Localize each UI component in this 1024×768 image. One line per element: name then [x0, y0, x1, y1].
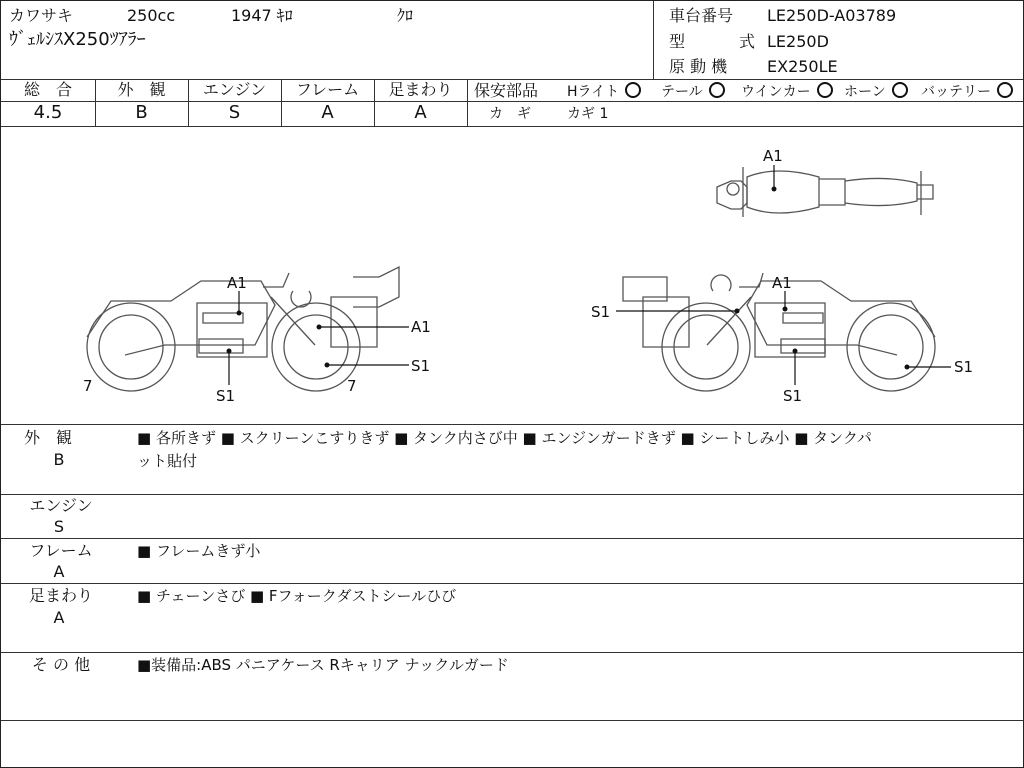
tail-label: テール [661, 84, 703, 100]
safety-item-battery [921, 82, 1013, 101]
diagram-bottom-rule [1, 424, 1023, 425]
mark-right-s1-wheel: S1 [954, 358, 974, 376]
mark-top-a1: A1 [763, 147, 783, 165]
mark-left-a1-tank: A1 [227, 274, 247, 292]
suspension-grade: A [414, 102, 427, 123]
notes-rule-3 [1, 583, 1023, 584]
damage-diagram [1, 127, 1023, 424]
ok-circle-icon [625, 82, 641, 98]
horn-label: ホーン [844, 84, 886, 100]
ok-circle-icon [997, 82, 1013, 98]
note-grade-suspension: A [53, 608, 65, 627]
safety-item-tail [661, 82, 725, 101]
note-label-suspension: 足まわり [28, 586, 93, 605]
mark-left-7-front: 7 [347, 377, 357, 395]
exterior-label: 外 観 [117, 80, 166, 99]
grade-mid-rule [1, 101, 1023, 102]
note-text-suspension: ■ チェーンさび ■ Fフォークダストシールひび [137, 587, 457, 605]
notes-rule-4 [1, 652, 1023, 653]
mark-left-s1-wheel: S1 [411, 357, 431, 375]
displacement: 250cc [127, 6, 176, 25]
note-label-engine: エンジン [29, 496, 93, 515]
notes-rule-2 [1, 538, 1023, 539]
note-label-other: そ の 他 [31, 655, 91, 674]
note-text-other: ■装備品:ABS パニアケース Rキャリア ナックルガード [137, 656, 509, 674]
engine-value: EX250LE [767, 57, 838, 76]
battery-label: バッテリー [921, 84, 991, 100]
note-label-frame: フレーム [29, 541, 93, 560]
model-name: ｳﾞｪﾙｼｽX250ﾂｱﾗｰ [9, 29, 146, 50]
mark-right-s1-engine: S1 [783, 387, 803, 405]
notes-rule-5 [1, 720, 1023, 721]
exterior-grade: B [135, 102, 148, 123]
note-text-exterior-2: ット貼付 [137, 452, 198, 470]
color: ｸﾛ [397, 6, 414, 25]
overall-grade: 4.5 [33, 102, 63, 123]
mark-left-7-rear: 7 [83, 377, 93, 395]
key-value: カギ 1 [567, 106, 609, 122]
key-label: カ ギ [489, 106, 531, 122]
note-text-exterior: ■ 各所きず ■ スクリーンこすりきず ■ タンク内さび中 ■ エンジンガードきず ■ シートしみ小 ■ タンクパ [137, 429, 872, 447]
frame-no-label: 車台番号 [669, 6, 734, 25]
notes-rule-1 [1, 494, 1023, 495]
ok-circle-icon [709, 82, 725, 98]
mark-right-a1-tank: A1 [772, 274, 792, 292]
frame-no: LE250D-A03789 [767, 6, 897, 25]
bike-top-view [717, 167, 933, 217]
suspension-grade-label: 足まわり [388, 80, 453, 99]
type-label-1: 型 [669, 32, 686, 51]
note-grade-engine: S [53, 517, 65, 536]
note-text-frame: ■ フレームきず小 [137, 542, 261, 560]
mileage: 1947 ｷﾛ [231, 6, 293, 25]
winker-label: ウインカー [741, 84, 811, 100]
type-value: LE250D [767, 32, 829, 51]
headlight-label: Hライト [567, 84, 620, 100]
grade-sep-5 [467, 79, 468, 126]
type-label-2: 式 [739, 32, 756, 51]
mark-right-s1-case: S1 [591, 303, 611, 321]
overall-label: 総 合 [23, 80, 72, 99]
note-grade-exterior: B [53, 450, 65, 469]
header-divider [653, 1, 654, 79]
engine-grade: S [228, 102, 241, 123]
frame-grade: A [321, 102, 334, 123]
mark-left-s1-engine: S1 [216, 387, 236, 405]
frame-grade-label: フレーム [295, 80, 360, 99]
mark-left-a1-case: A1 [411, 318, 431, 336]
safety-item-horn [844, 82, 908, 101]
engine-grade-label: エンジン [202, 80, 267, 99]
ok-circle-icon [817, 82, 833, 98]
maker: カワサキ [9, 6, 74, 25]
safety-item-headlight [567, 82, 641, 101]
ok-circle-icon [892, 82, 908, 98]
safety-label: 保安部品 [474, 81, 539, 100]
engine-label: 原 動 機 [669, 57, 728, 76]
safety-item-winker [741, 82, 833, 101]
note-grade-frame: A [53, 562, 65, 581]
note-label-exterior: 外 観 [23, 428, 72, 447]
